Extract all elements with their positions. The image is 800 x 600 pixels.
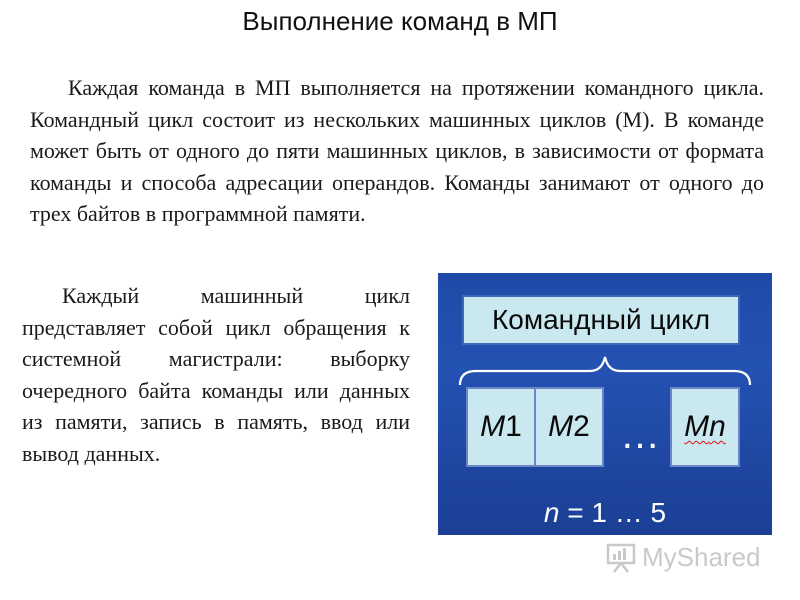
- cycle-index: n: [709, 410, 726, 443]
- watermark-text: MyShared: [642, 541, 761, 572]
- paragraph-machine-cycle: Каждый машинный цикл представляет собой цикл обращения к системной магистрали: выборку очередного байта команды или данных из памяти, запись в память, ввод или вывод данных.: [22, 283, 410, 466]
- machine-cycle-n: [670, 387, 740, 467]
- curly-brace-icon: [452, 353, 758, 387]
- command-cycle-label: Командный цикл: [491, 304, 711, 335]
- presentation-board-icon: [604, 540, 638, 574]
- cycle-index: 2: [573, 410, 590, 443]
- watermark: [604, 540, 761, 574]
- cycle-count-range: [438, 497, 772, 529]
- cycle-m-letter: M: [548, 410, 574, 443]
- range-values: = 1 … 5: [559, 497, 667, 528]
- cycle-m-letter: M: [684, 410, 710, 443]
- paragraph-intro: Каждая команда в МП выполняется на протяжении командного цикла. Командный цикл состоит из нескольких машинных циклов (М). В команде может быть от одного до пяти машинных циклов, в зависимости от формата команды и способа адресации операндов. Команды занимают от одного до трех байтов в программной памяти.: [30, 75, 764, 226]
- range-variable: n: [543, 497, 560, 528]
- cycle-m-letter: M: [480, 410, 506, 443]
- machine-cycle-2: [534, 387, 604, 467]
- machine-cycle-1: [466, 387, 536, 467]
- cycle-index: 1: [505, 410, 522, 443]
- ellipsis: …: [620, 413, 662, 457]
- command-cycle-diagram: [438, 273, 772, 535]
- slide-title: Выполнение команд в МП: [242, 6, 558, 36]
- command-cycle-box: [462, 295, 740, 345]
